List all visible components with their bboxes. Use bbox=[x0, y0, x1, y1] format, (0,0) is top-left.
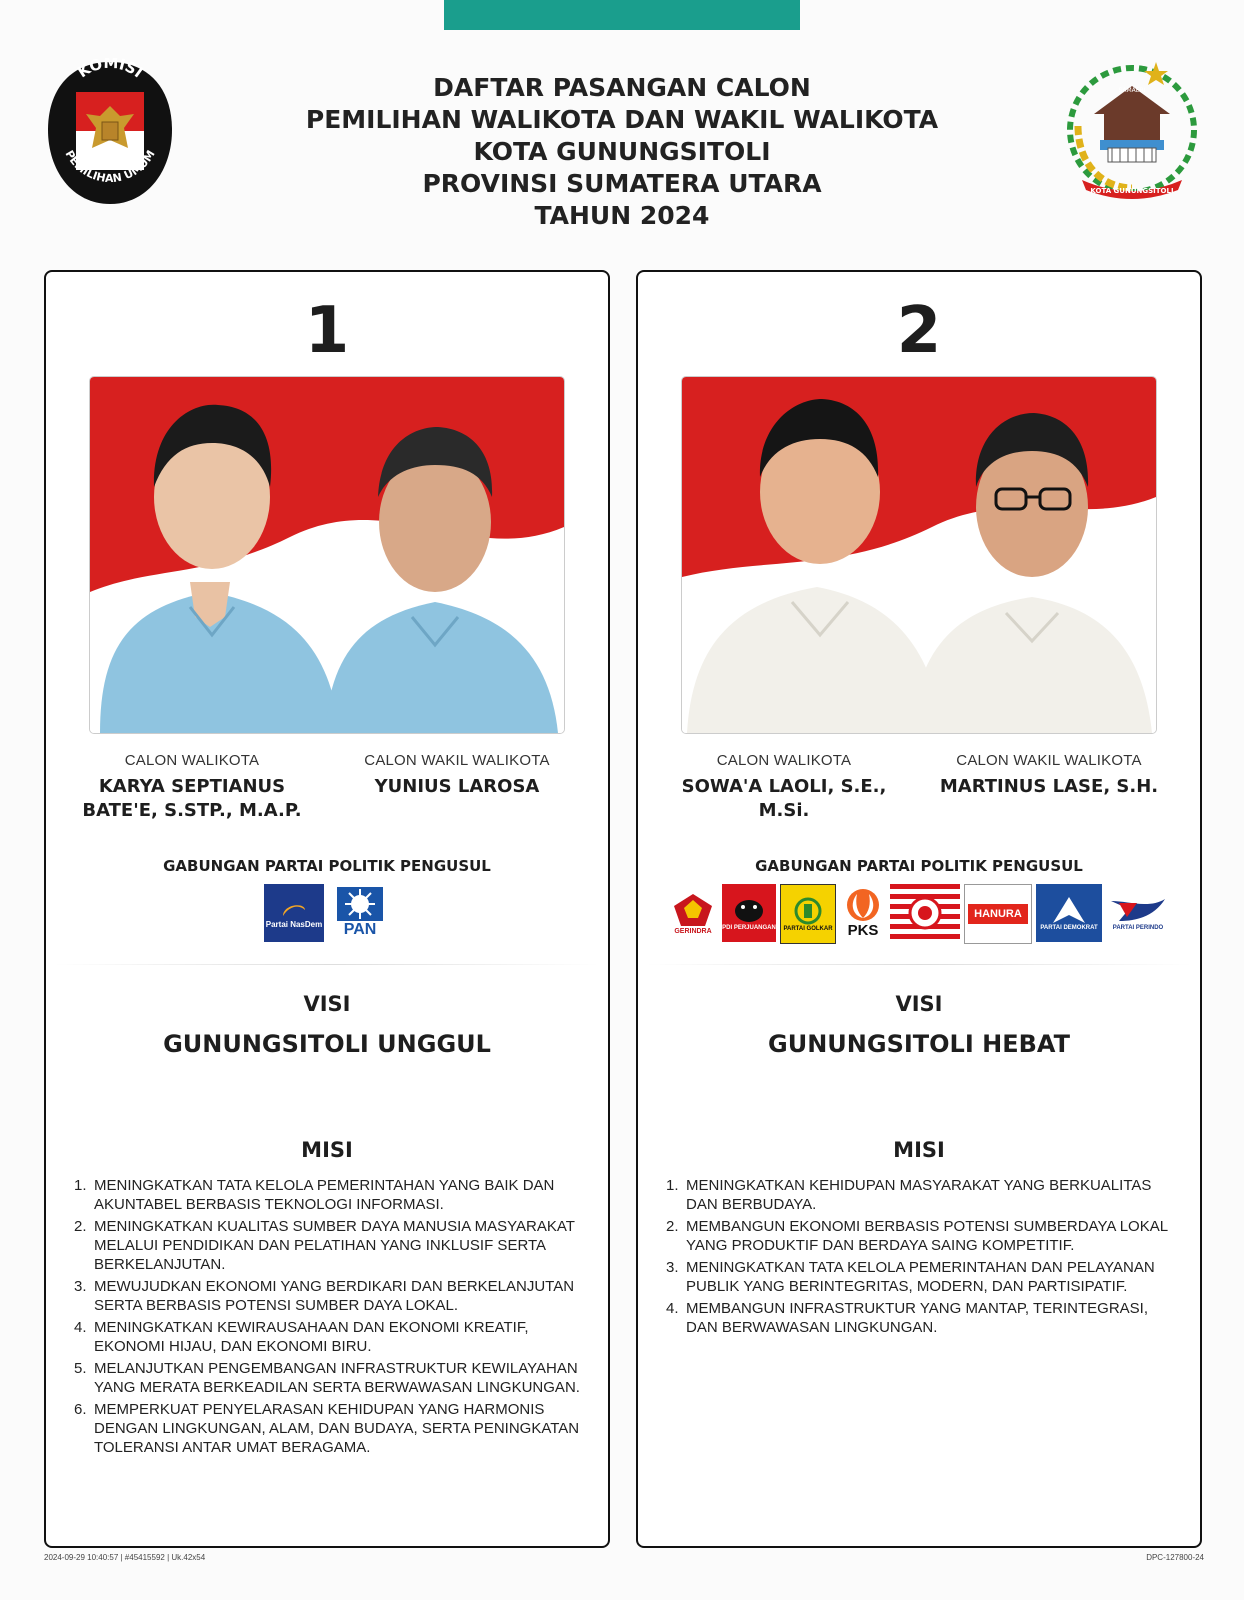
misi-list bbox=[74, 1176, 582, 1460]
city-logo-ribbon-text: KOTA GUNUNGSITOLI bbox=[1090, 187, 1174, 195]
deputy-name: YUNIUS LAROSA bbox=[374, 776, 540, 797]
misi-heading: MISI bbox=[893, 1138, 945, 1162]
mayor-name-line-2: BATE'E, S.STP., M.A.P. bbox=[82, 800, 302, 821]
pkb-logo bbox=[890, 884, 960, 942]
section-divider bbox=[54, 964, 600, 965]
party-logos bbox=[638, 884, 1200, 944]
hanura-logo bbox=[964, 884, 1032, 944]
title-line-3: KOTA GUNUNGSITOLI bbox=[473, 137, 771, 166]
title-line-1: DAFTAR PASANGAN CALON bbox=[433, 73, 811, 102]
misi-item: 4. MEMBANGUN INFRASTRUKTUR YANG MANTAP, TERINTEGRASI, DAN BERWAWASAN LINGKUNGAN. bbox=[666, 1300, 1148, 1336]
print-info-footer: 2024-09-29 10:40:57 | #45415592 | Uk.42x54 bbox=[44, 1553, 206, 1562]
kpu-logo bbox=[42, 58, 178, 208]
visi-text: GUNUNGSITOLI UNGGUL bbox=[163, 1030, 491, 1058]
golkar-logo-label: PARTAI GOLKAR bbox=[783, 926, 833, 932]
deputy-role-label: CALON WAKIL WALIKOTA bbox=[364, 752, 550, 769]
demokrat-logo-label: PARTAI DEMOKRAT bbox=[1040, 925, 1098, 931]
mayor-name bbox=[62, 775, 322, 823]
deputy-name: MARTINUS LASE, S.H. bbox=[939, 776, 1159, 797]
party-logos bbox=[46, 884, 608, 942]
candidate-number: 1 bbox=[304, 294, 350, 368]
perindo-logo bbox=[1106, 884, 1170, 942]
kpu-logo-bottom-text: PEMILIHAN UMUM bbox=[62, 147, 158, 186]
mayor-role-label: CALON WALIKOTA bbox=[124, 752, 260, 769]
parties-title: GABUNGAN PARTAI POLITIK PENGUSUL bbox=[755, 857, 1083, 875]
golkar-logo bbox=[780, 884, 836, 944]
misi-item: 4. MENINGKATKAN KEWIRAUSAHAAN DAN EKONOMI KREATIF, EKONOMI HIJAU, DAN EKONOMI BIRU. bbox=[74, 1319, 529, 1355]
candidate-pair-photo bbox=[681, 376, 1157, 734]
mayor-name: SOWA'A LAOLI, S.E., M.Si. bbox=[681, 776, 887, 821]
pks-logo bbox=[840, 884, 886, 942]
gunungsitoli-city-logo bbox=[1060, 56, 1204, 204]
misi-item: 1. MENINGKATKAN KEHIDUPAN MASYARAKAT YANG BERKUALITAS DAN BERBUDAYA. bbox=[666, 1177, 1152, 1213]
title-line-5: TAHUN 2024 bbox=[534, 201, 710, 230]
kpu-logo-top-text: KOMISI bbox=[74, 58, 147, 82]
deputy-role-label: CALON WAKIL WALIKOTA bbox=[956, 752, 1142, 769]
visi-text: GUNUNGSITOLI HEBAT bbox=[768, 1030, 1070, 1058]
misi-item: 6. MEMPERKUAT PENYELARASAN KEHIDUPAN YANG HARMONIS DENGAN LINGKUNGAN, ALAM, DAN BUDAYA, SERTA PENINGKATAN TOLERANSI ANTAR UMAT BERAGAMA. bbox=[74, 1401, 580, 1456]
pks-logo-label: PKS bbox=[847, 921, 879, 939]
title-line-4: PROVINSI SUMATERA UTARA bbox=[422, 169, 822, 198]
misi-list bbox=[666, 1176, 1174, 1340]
candidate-number: 2 bbox=[896, 294, 942, 368]
candidate-card-2 bbox=[636, 270, 1202, 1548]
section-divider bbox=[646, 964, 1192, 965]
misi-item: 3. MENINGKATKAN TATA KELOLA PEMERINTAHAN DAN PELAYANAN PUBLIK YANG BERINTEGRITAS, MODERN, DAN PARTISIPATIF. bbox=[666, 1259, 1155, 1295]
pdip-logo bbox=[722, 884, 776, 942]
visi-heading: VISI bbox=[303, 992, 351, 1016]
pan-logo bbox=[330, 884, 390, 942]
title-line-2: PEMILIHAN WALIKOTA DAN WAKIL WALIKOTA bbox=[305, 105, 939, 134]
pdip-logo-label: PDI PERJUANGAN bbox=[722, 925, 776, 931]
misi-item: 3. MEWUJUDKAN EKONOMI YANG BERDIKARI DAN BERKELANJUTAN SERTA BERBASIS POTENSI SUMBER DAYA LOKAL. bbox=[74, 1278, 575, 1314]
mayor-role-label: CALON WALIKOTA bbox=[716, 752, 852, 769]
gerindra-logo bbox=[668, 884, 718, 942]
perindo-logo-label: PARTAI PERINDO bbox=[1112, 925, 1164, 931]
pan-logo-label: PAN bbox=[343, 921, 377, 938]
parties-title: GABUNGAN PARTAI POLITIK PENGUSUL bbox=[163, 857, 491, 875]
page-title bbox=[240, 72, 1004, 232]
misi-item: 2. MENINGKATKAN KUALITAS SUMBER DAYA MANUSIA MASYARAKAT MELALUI PENDIDIKAN DAN PELATIHAN YANG INKLUSIF SERTA BERKELANJUTAN. bbox=[74, 1218, 575, 1273]
document-code-footer: DPC-127800-24 bbox=[1146, 1553, 1204, 1562]
gerindra-logo-label: GERINDRA bbox=[674, 927, 712, 935]
misi-heading: MISI bbox=[301, 1138, 353, 1162]
top-accent-bar bbox=[444, 0, 800, 30]
misi-item: 2. MEMBANGUN EKONOMI BERBASIS POTENSI SUMBERDAYA LOKAL YANG PRODUKTIF DAN BERDAYA SAING KOMPETITIF. bbox=[666, 1218, 1168, 1254]
candidate-pair-photo bbox=[89, 376, 565, 734]
misi-item: 1. MENINGKATKAN TATA KELOLA PEMERINTAHAN YANG BAIK DAN AKUNTABEL BERBASIS TEKNOLOGI INFORMASI. bbox=[74, 1177, 555, 1213]
hanura-logo-label: HANURA bbox=[968, 904, 1028, 924]
nasdem-logo bbox=[264, 884, 324, 942]
candidate-card-1 bbox=[44, 270, 610, 1548]
city-logo-top-text: SAMAERI bbox=[1118, 87, 1146, 94]
demokrat-logo bbox=[1036, 884, 1102, 942]
visi-heading: VISI bbox=[895, 992, 943, 1016]
misi-item: 5. MELANJUTKAN PENGEMBANGAN INFRASTRUKTUR KEWILAYAHAN YANG MERATA BERKEADILAN SERTA BERWAWASAN LINGKUNGAN. bbox=[74, 1360, 580, 1396]
mayor-name-line-1: KARYA SEPTIANUS bbox=[98, 776, 286, 797]
nasdem-logo-label: Partai NasDem bbox=[265, 919, 323, 929]
